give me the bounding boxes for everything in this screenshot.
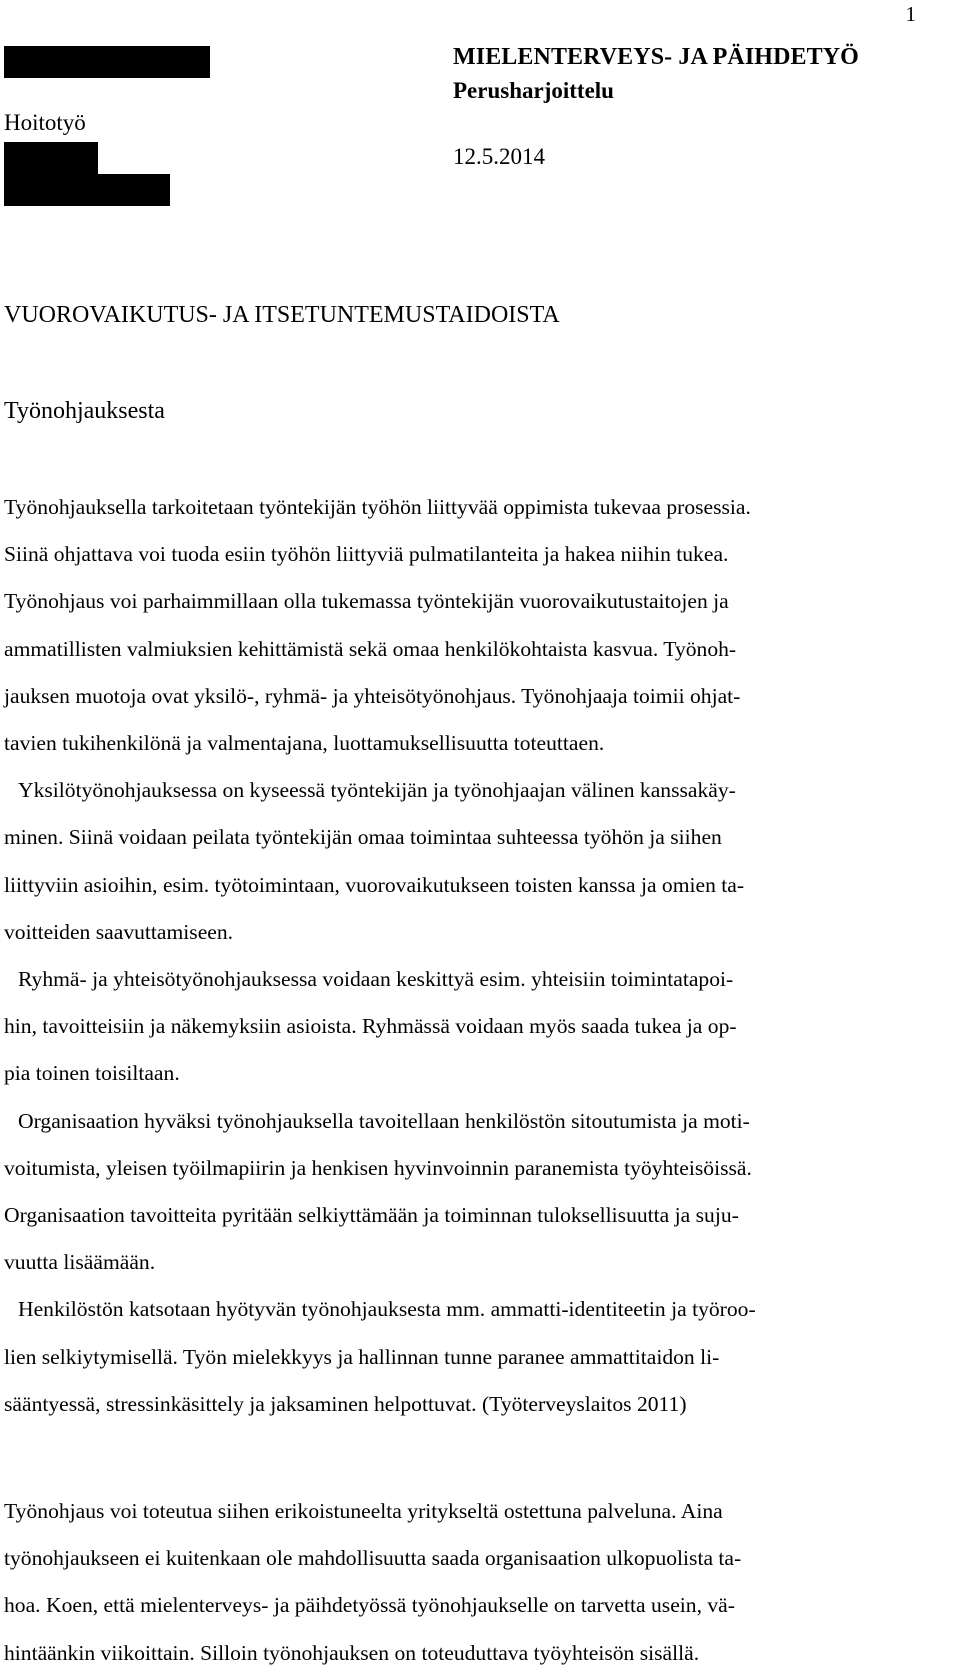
department-label: Hoitotyö <box>4 110 86 135</box>
text-line: Siinä ohjattava voi tuoda esiin työhön liittyviä pulmatilanteita ja hakea niihin tukea. <box>4 542 729 567</box>
text-line: minen. Siinä voidaan peilata työntekijän omaa toimintaa suhteessa työhön ja siihen <box>4 825 722 850</box>
text-line: tavien tukihenkilönä ja valmentajana, luottamuksellisuutta toteuttaen. <box>4 731 605 756</box>
text-line: Työnohjaus voi toteutua siihen erikoistuneelta yritykseltä ostettuna palveluna. Aina <box>4 1499 723 1523</box>
text-line: Työnohjauksella tarkoitetaan työntekijän työhön liittyvää oppimista tukevaa prosessia. <box>4 495 751 519</box>
text-line: Työnohjaus voi parhaimmillaan olla tukemassa työntekijän vuorovaikutustaitojen ja <box>4 589 729 614</box>
section-title: Työnohjauksesta <box>4 398 165 424</box>
document-title: VUOROVAIKUTUS- JA ITSETUNTEMUSTAIDOISTA <box>4 302 560 328</box>
text-line: voitteiden saavuttamiseen. <box>4 919 234 944</box>
text-line: Ryhmä- ja yhteisötyönohjauksessa voidaan keskittyä esim. yhteisiin toimintatapoi- <box>18 967 734 992</box>
course-subtitle: Perusharjoittelu <box>453 78 614 103</box>
text-line: sääntyessä, stressinkäsittely ja jaksaminen helpottuvat. (Työterveyslaitos 2011) <box>4 1391 687 1416</box>
text-line: Organisaation tavoitteita pyritään selkiyttämään ja toiminnan tuloksellisuutta ja suju- <box>4 1203 739 1228</box>
body-paragraphs <box>4 484 956 1428</box>
redaction-block <box>4 142 98 174</box>
text-line: jauksen muotoja ovat yksilö-, ryhmä- ja yhteisötyönohjaus. Työnohjaaja toimii ohjat- <box>4 683 741 708</box>
text-line: pia toinen toisiltaan. <box>4 1061 180 1086</box>
text-line: lien selkiytymisellä. Työn mielekkyys ja hallinnan tunne paranee ammattitaidon li- <box>4 1344 720 1369</box>
text-line: ammatillisten valmiuksien kehittämistä sekä omaa henkilökohtaista kasvua. Työnoh- <box>4 636 737 661</box>
redaction-block <box>4 46 210 78</box>
text-line: Organisaation hyväksi työnohjauksella tavoitellaan henkilöstön sitoutumista ja moti- <box>18 1108 750 1133</box>
text-line: hin, tavoitteisiin ja näkemyksiin asioista. Ryhmässä voidaan myös saada tukea ja op- <box>4 1014 737 1039</box>
text-line: Yksilötyönohjauksessa on kyseessä työntekijän ja työnohjaajan välinen kanssakäy- <box>18 778 736 803</box>
course-title: MIELENTERVEYS- JA PÄIHDETYÖ <box>453 44 859 70</box>
redaction-block <box>4 174 170 206</box>
text-line: hoa. Koen, että mielenterveys- ja päihdetyössä työnohjaukselle on tarvetta usein, vä- <box>4 1593 735 1618</box>
document-date: 12.5.2014 <box>453 144 545 169</box>
page-number: 1 <box>905 2 916 26</box>
text-line: hintäänkin viikoittain. Silloin työnohjauksen on toteuduttava työyhteisön sisällä. <box>4 1640 700 1665</box>
text-line: työnohjaukseen ei kuitenkaan ole mahdollisuutta saada organisaation ulkopuolista ta- <box>4 1546 742 1571</box>
text-line: vuutta lisäämään. <box>4 1250 156 1275</box>
text-line: liittyviin asioihin, esim. työtoimintaan, vuorovaikutukseen toisten kanssa ja omien ta- <box>4 872 745 897</box>
text-line: Henkilöstön katsotaan hyötyvän työnohjauksesta mm. ammatti-identiteetin ja työroo- <box>18 1297 756 1322</box>
closing-paragraph <box>4 1488 956 1677</box>
text-line: voitumista, yleisen työilmapiirin ja henkisen hyvinvoinnin paranemista työyhteisöissä. <box>4 1155 752 1180</box>
